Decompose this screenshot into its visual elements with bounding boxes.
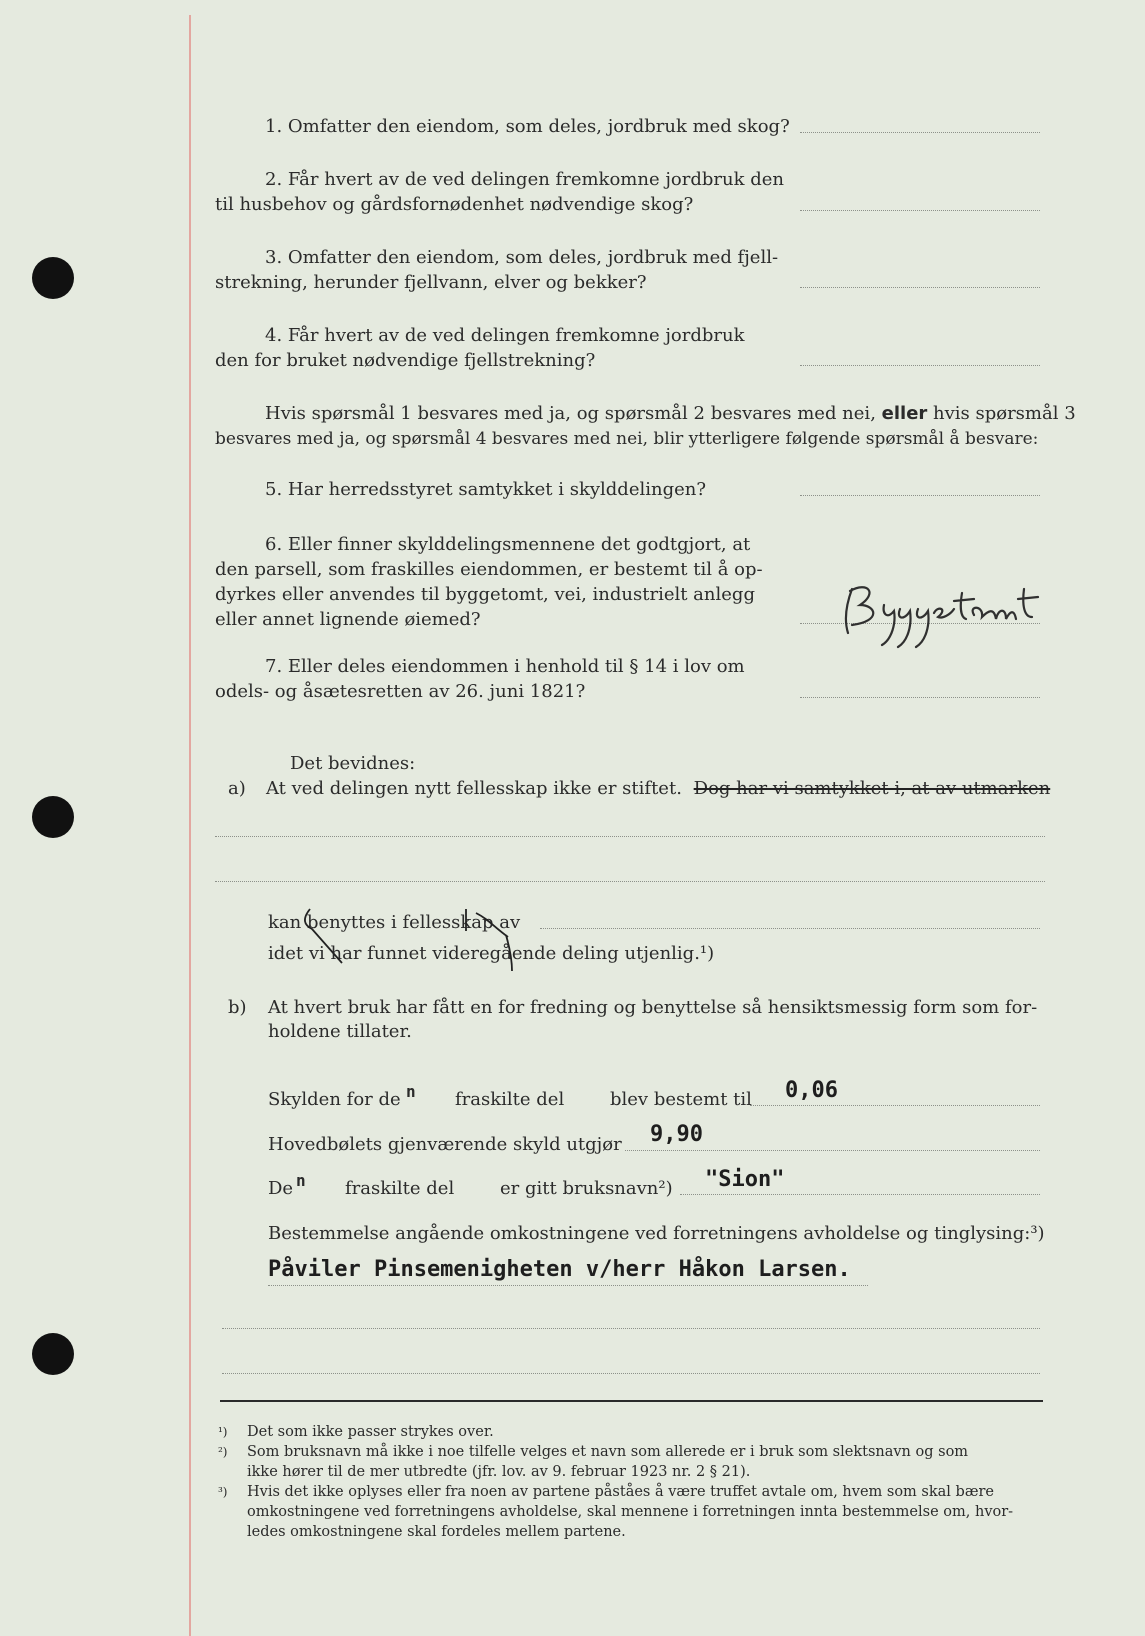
footnote-2-mark: ²) — [218, 1445, 228, 1459]
navn-sup: n — [296, 1171, 306, 1190]
conditional-text-a: Hvis spørsmål 1 besvares med ja, og spørsmål 2 besvares med nei, — [265, 403, 882, 424]
declaration-a-struck: Dog har vi samtykket i, at av utmarken — [693, 778, 1051, 799]
navn-value: "Sion" — [705, 1167, 785, 1192]
blank-line-a1 — [215, 836, 1045, 837]
question-4-line-1: 4. Får hvert av de ved delingen fremkomne jordbruk — [265, 325, 745, 346]
strike-through-marks — [298, 905, 558, 980]
declaration-a-main: At ved delingen nytt fellesskap ikke er stiftet. — [266, 778, 682, 799]
skyld-label-b: fraskilte del — [455, 1089, 565, 1110]
bestemmelse-value: Påviler Pinsemenigheten v/herr Håkon Larsen. — [268, 1257, 851, 1282]
footnote-3-line-3: ledes omkostningene skal fordeles mellem partene. — [247, 1524, 626, 1540]
footnote-1: Det som ikke passer strykes over. — [247, 1424, 494, 1440]
answer-line-2 — [800, 210, 1040, 211]
declaration-a-label: a) — [228, 778, 246, 799]
navn-label-a: De — [268, 1178, 294, 1199]
punch-hole-bottom — [32, 1333, 74, 1375]
declaration-b-line-1: At hvert bruk har fått en for fredning og benyttelse så hensiktsmessig form som for- — [268, 997, 1038, 1018]
declaration-a-text — [266, 777, 1050, 801]
conditional-instruction-line-2: besvares med ja, og spørsmål 4 besvares med nei, blir ytterligere følgende spørsmål å besvare: — [215, 429, 1039, 449]
question-6-line-2: den parsell, som fraskilles eiendommen, er bestemt til å op- — [215, 559, 763, 580]
bestemmelse-label: Bestemmelse angående omkostningene ved forretningens avholdelse og tinglysing:³) — [268, 1223, 1045, 1244]
answer-line-7 — [800, 697, 1040, 698]
conditional-instruction-line-1 — [265, 402, 1076, 426]
question-3-line-1: 3. Omfatter den eiendom, som deles, jordbruk med fjell- — [265, 247, 779, 268]
answer-line-1 — [800, 132, 1040, 133]
question-2-line-2: til husbehov og gårdsfornødenhet nødvendige skog? — [215, 194, 694, 215]
hoved-label: Hovedbølets gjenværende skyld utgjør — [268, 1134, 622, 1155]
kan-benyttes-dots — [540, 928, 1040, 929]
punch-hole-top — [32, 257, 74, 299]
footnote-1-mark: ¹) — [218, 1425, 228, 1439]
skyld-label-c: blev bestemt til — [610, 1089, 752, 1110]
bestemmelse-dots-1 — [268, 1285, 868, 1286]
margin-line — [189, 15, 191, 1636]
bestemmelse-dots-3 — [222, 1373, 1040, 1374]
question-7-line-2: odels- og åsætesretten av 26. juni 1821? — [215, 681, 586, 702]
skyld-label-a: Skylden for de — [268, 1089, 401, 1110]
answer-line-3 — [800, 287, 1040, 288]
footnote-2-line-1: Som bruksnavn må ikke i noe tilfelle velges et navn som allerede er i bruk som slektsnavn og som — [247, 1444, 969, 1460]
declaration-heading: Det bevidnes: — [290, 753, 416, 774]
question-5: 5. Har herredsstyret samtykket i skylddelingen? — [265, 479, 706, 500]
kan-benyttes-line: kan benyttes i fellesskap av — [268, 912, 521, 933]
question-6-line-1: 6. Eller finner skylddelingsmennene det godtgjort, at — [265, 534, 751, 555]
navn-dots — [680, 1194, 1040, 1195]
question-6-line-3: dyrkes eller anvendes til byggetomt, vei, industrielt anlegg — [215, 584, 755, 605]
question-4-line-2: den for bruket nødvendige fjellstrekning? — [215, 350, 596, 371]
navn-label-b: fraskilte del — [345, 1178, 455, 1199]
declaration-b-label: b) — [228, 997, 247, 1018]
hoved-dots — [625, 1150, 1040, 1151]
skyld-dots — [750, 1105, 1040, 1106]
hoved-value: 9,90 — [650, 1122, 703, 1147]
answer-line-5 — [800, 495, 1040, 496]
question-6-line-4: eller annet lignende øiemed? — [215, 609, 481, 630]
footnote-separator — [220, 1400, 1043, 1402]
footnote-3-mark: ³) — [218, 1485, 228, 1499]
navn-label-c: er gitt bruksnavn²) — [500, 1178, 673, 1199]
answer-line-4 — [800, 365, 1040, 366]
question-2-line-1: 2. Får hvert av de ved delingen fremkomne jordbruk den — [265, 169, 784, 190]
conditional-text-b: hvis spørsmål 3 — [927, 403, 1076, 424]
punch-hole-middle — [32, 796, 74, 838]
bestemmelse-dots-2 — [222, 1328, 1040, 1329]
conditional-bold-eller: eller — [881, 403, 928, 424]
idet-line: idet vi har funnet videregående deling utjenlig.¹) — [268, 943, 715, 964]
skyld-sup: n — [406, 1082, 416, 1101]
question-3-line-2: strekning, herunder fjellvann, elver og bekker? — [215, 272, 647, 293]
question-7-line-1: 7. Eller deles eiendommen i henhold til § 14 i lov om — [265, 656, 745, 677]
footnote-3-line-1: Hvis det ikke oplyses eller fra noen av partene påståes å være truffet avtale om, hvem som skal bære — [247, 1484, 994, 1500]
question-1: 1. Omfatter den eiendom, som deles, jordbruk med skog? — [265, 116, 790, 137]
handwritten-answer-byggetomt — [838, 575, 1048, 653]
skyld-value: 0,06 — [785, 1078, 838, 1103]
declaration-b-line-2: holdene tillater. — [268, 1021, 412, 1042]
footnote-2-line-2: ikke hører til de mer utbredte (jfr. lov. av 9. februar 1923 nr. 2 § 21). — [247, 1464, 751, 1480]
blank-line-a2 — [215, 881, 1045, 882]
footnote-3-line-2: omkostningene ved forretningens avholdelse, skal mennene i forretningen innta bestemmelse om, hvor- — [247, 1504, 1014, 1520]
